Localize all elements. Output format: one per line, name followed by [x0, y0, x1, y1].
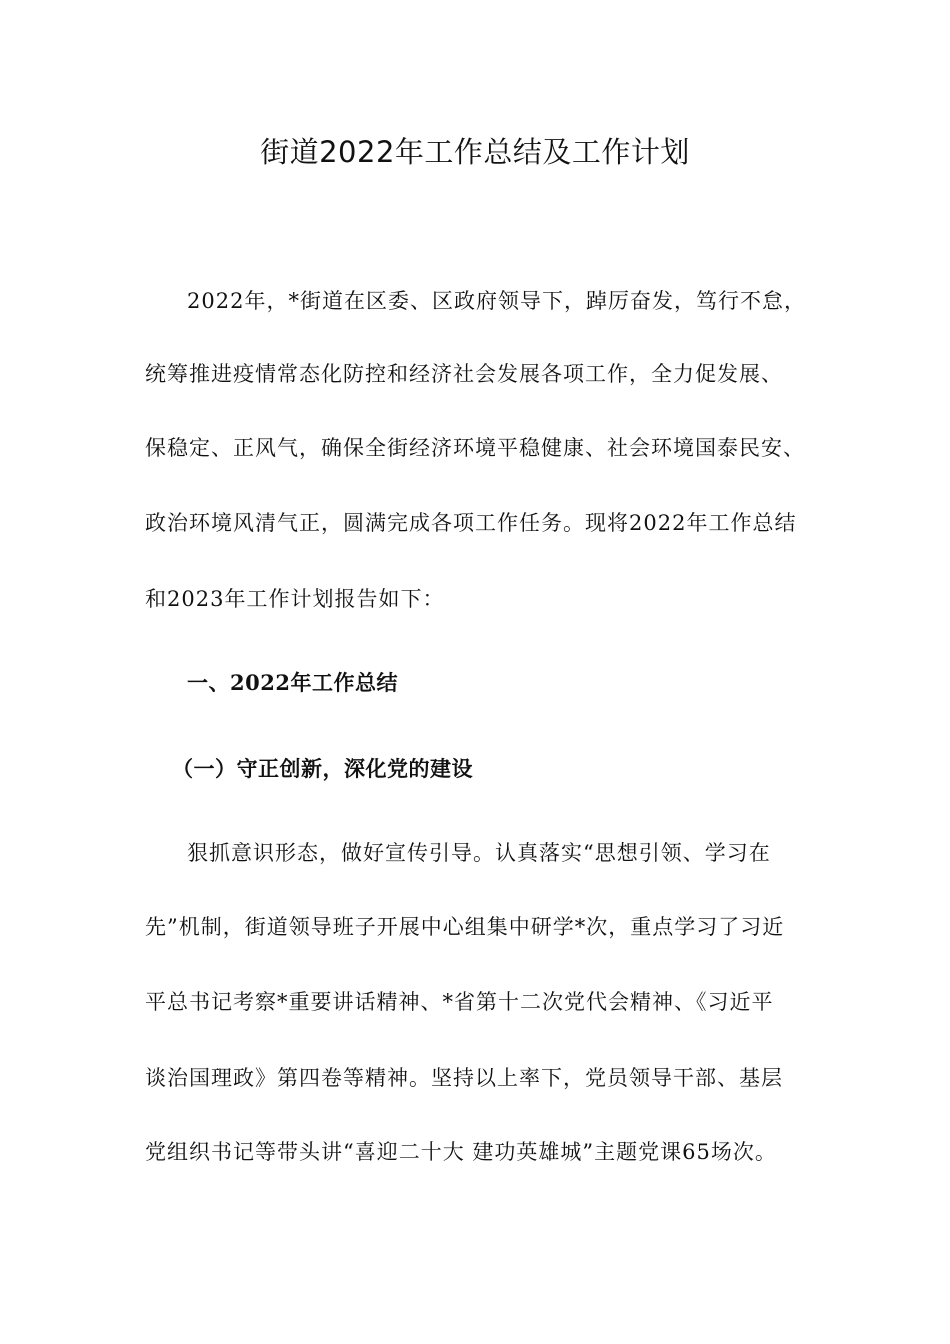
subsection-heading: （一）守正创新，深化党的建设 [172, 756, 473, 781]
body-line-1: 狠抓意识形态，做好宣传引导。认真落实“思想引领、学习在 [187, 841, 771, 865]
body-line-5: 党组织书记等带头讲“喜迎二十大 建功英雄城”主题党课65场次。 [145, 1140, 777, 1164]
body-line-4: 谈治国理政》第四卷等精神。坚持以上率下，党员领导干部、基层 [145, 1066, 783, 1090]
section-heading: 一、2022年工作总结 [187, 670, 398, 695]
intro-line-4: 政治环境风清气正，圆满完成各项工作任务。现将2022年工作总结 [145, 511, 797, 535]
body-line-3: 平总书记考察*重要讲话精神、*省第十二次党代会精神、《习近平 [145, 990, 774, 1014]
intro-line-2: 统筹推进疫情常态化防控和经济社会发展各项工作，全力促发展、 [145, 362, 783, 386]
intro-line-1: 2022年，*街道在区委、区政府领导下，踔厉奋发，笃行不怠， [187, 289, 806, 313]
intro-line-3: 保稳定、正风气，确保全街经济环境平稳健康、社会环境国泰民安、 [145, 436, 805, 460]
document-title: 街道2022年工作总结及工作计划 [260, 135, 690, 169]
body-line-2: 先”机制，街道领导班子开展中心组集中研学*次，重点学习了习近 [145, 915, 785, 939]
intro-line-5: 和2023年工作计划报告如下： [145, 587, 445, 611]
